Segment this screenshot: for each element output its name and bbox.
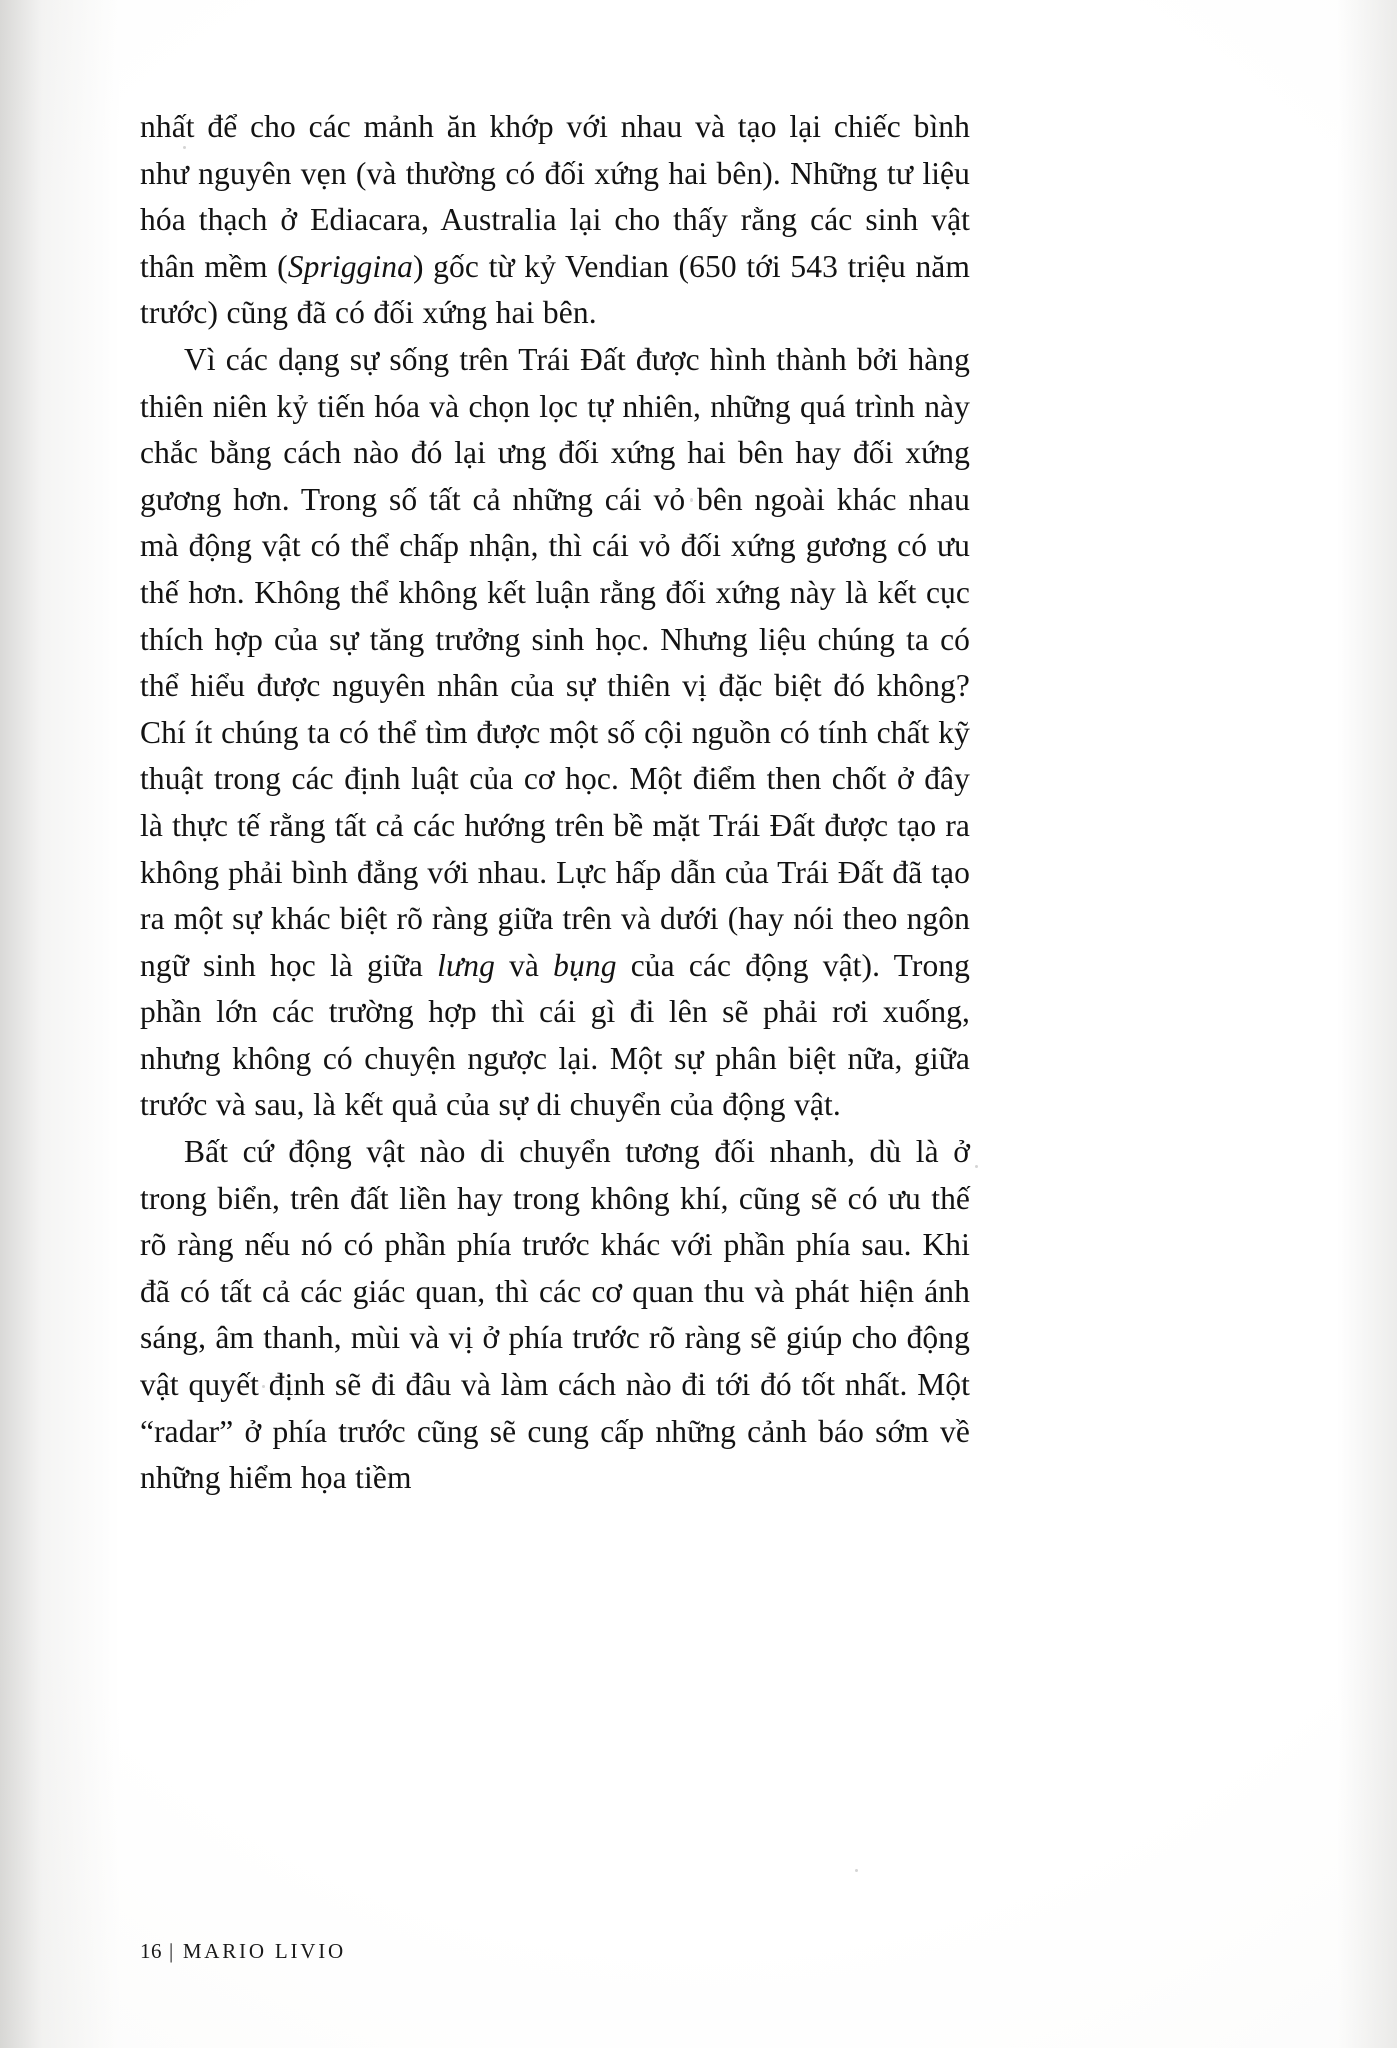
text-run: của các động vật). Trong phần lớn các trường hợp thì cái gì đi lên sẽ phải rơi xuống, nhưng không có chuyện ngược lại. Một sự phân biệt nữa, giữa trước và sau, là kết quả của sự di chuyển của động vật. — [140, 947, 971, 1123]
page-text-body — [140, 104, 970, 1502]
paragraph-3 — [140, 1129, 970, 1502]
text-run: nhất để cho các mảnh ăn khớp với nhau và tạo lại chiếc bình như nguyên vẹn (và thường có đối xứng hai bên). Những tư liệu hóa thạch ở Ediacara, Australia lại cho thấy rằng các sinh vật thân mềm ( — [140, 109, 970, 284]
italic-term-bung: bụng — [553, 947, 617, 983]
page-footer — [140, 1939, 346, 1964]
italic-term-spriggina: Spriggina — [287, 248, 413, 284]
text-run: ) gốc từ kỷ Vendian (650 tới 543 triệu năm trước) cũng đã có đối xứng hai bên. — [140, 248, 970, 331]
footer-separator: | — [169, 1939, 176, 1963]
paragraph-2 — [140, 337, 970, 1129]
book-author-name: MARIO LIVIO — [182, 1939, 347, 1963]
text-run: Bất cứ động vật nào di chuyển tương đối nhanh, dù là ở trong biển, trên đất liền hay trong không khí, cũng sẽ có ưu thế rõ ràng nếu nó có phần phía trước khác với phần phía sau. Khi đã có tất cả các giác quan, thì các cơ quan thu và phát hiện ánh sáng, âm thanh, mùi và vị ở phía trước rõ ràng sẽ giúp cho động vật quyết định sẽ đi đâu và làm cách nào đi tới đó tốt nhất. Một “radar” ở phía trước cũng sẽ cung cấp những cảnh báo sớm về những hiểm họa tiềm — [140, 1134, 970, 1496]
paragraph-1 — [140, 104, 970, 337]
italic-term-lung: lưng — [437, 947, 495, 983]
page-number: 16 — [140, 1939, 162, 1963]
text-run: và — [494, 947, 554, 983]
text-run: Vì các dạng sự sống trên Trái Đất được hình thành bởi hàng thiên niên kỷ tiến hóa và chọn lọc tự nhiên, những quá trình này chắc bằng cách nào đó lại ưng đối xứng hai bên hay đối xứng gương hơn. Trong số tất cả những cái vỏ bên ngoài khác nhau mà động vật có thể chấp nhận, thì cái vỏ đối xứng gương có ưu thế hơn. Không thể không kết luận rằng đối xứng này là kết cục thích hợp của sự tăng trưởng sinh học. Nhưng liệu chúng ta có thể hiểu được nguyên nhân của sự thiên vị đặc biệt đó không? Chí ít chúng ta có thể tìm được một số cội nguồn có tính chất kỹ thuật trong các định luật của cơ học. Một điểm then chốt ở đây là thực tế rằng tất cả các hướng trên bề mặt Trái Đất được tạo ra không phải bình đẳng với nhau. Lực hấp dẫn của Trái Đất đã tạo ra một sự khác biệt rõ ràng giữa trên và dưới (hay nói theo ngôn ngữ sinh học là giữa — [140, 341, 970, 983]
